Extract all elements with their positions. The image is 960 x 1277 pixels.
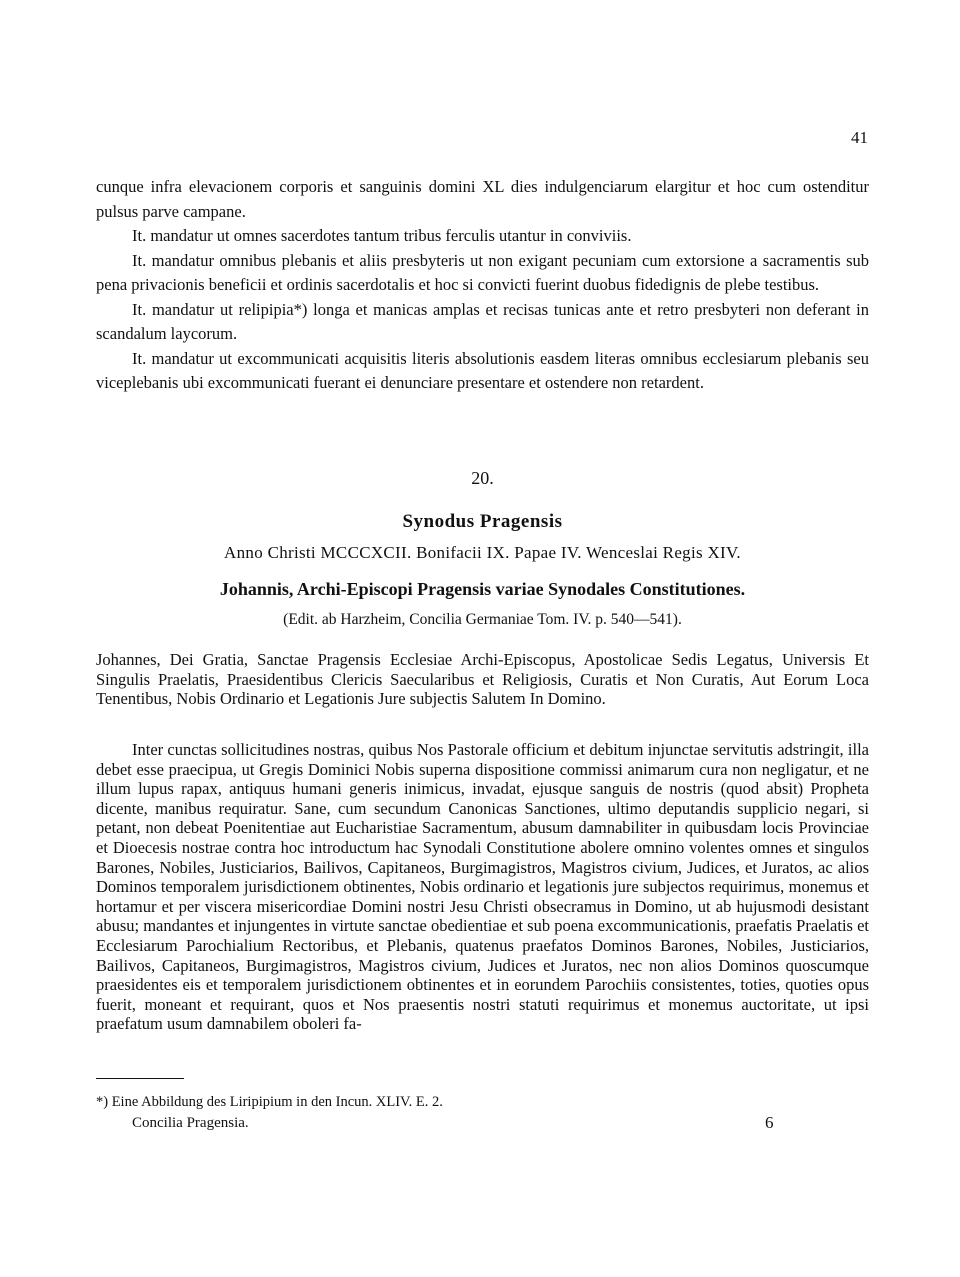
main-text [96,740,869,1034]
section-title: Synodus Pragensis [402,511,563,532]
section-number: 20. [471,468,494,488]
paragraph: It. mandatur ut omnes sacerdotes tantum tribus ferculis utantur in conviviis. [132,226,632,245]
section-subtitle: Johannis, Archi-Episcopi Pragensis variae Synodales Constitutiones. [219,579,746,599]
addressee-paragraph: Johannes, Dei Gratia, Sanctae Pragensis Ecclesiae Archi-Episcopus, Apostolicae Sedis Legatus, Universis Et Singulis Praelatis, Praesidentibus Clericis Saecularibus et Religiosis, Curatis et Non Curatis, Aut Eorum Loca Tenentibus, Nobis Ordinario et Legationis Jure subjectis Salutem In Domino. [96,650,869,708]
signature-number: 6 [765,1113,774,1132]
signature-label: Concilia Pragensia. [132,1115,249,1131]
paragraph: It. mandatur ut excommunicati acquisitis literis absolutionis easdem literas omnibus ecclesiarum plebanis seu viceplebanis ubi excommunicati fuerant ei denunciare presentare et ostendere non retardent. [96,348,869,392]
paragraph: cunque infra elevacionem corporis et sanguinis domini XL dies indulgenciarum elargitur et hoc cum ostenditur pulsus parve campane. [96,177,869,221]
edition-reference: (Edit. ab Harzheim, Concilia Germaniae Tom. IV. p. 540—541). [283,611,682,628]
footnote-divider [96,1078,184,1079]
paragraph: Inter cunctas sollicitudines nostras, quibus Nos Pastorale officium et debitum injunctae servitutis adstringit, illa debet esse praecipua, ut Gregis Dominici Nobis superna dispositione commissi animarum cura non negligatur, et ne illum lupus rapax, antiquus humani generis inimicus, invadat, ejusque sanguis de nostris (quod absit) Propheta dicente, manibus requiratur. Sane, cum secundum Canonicas Sanctiones, ultimo deputandis supplicio negari, si petant, non debeat Poenitentiae aut Eucharistiae Sacramentum, abusum damnabiliter in quibusdam locis Provinciae et Dioecesis nostrae contra hoc introductum hac Synodali Constitutione abolere omnino volentes omnes et singulos Barones, Nobiles, Justiciarios, Bailivos, Capitaneos, Burgimagistros, Magistros civium, Judices, et Juratos, ac alios Dominos temporalem jurisdictionem obtinentes, Nobis ordinario et legationis jure subjectos requirimus, monemus et hortamur et per viscera misericordiae Domini nostri Jesu Christi obsecramus in Domino, ut ab hujusmodi desistant abusu; mandantes et injungentes in virtute sanctae obedientiae et sub poena excommunicationis, praefatis Praelatis et Ecclesiarum Parochialium Rectoribus, et Plebanis, quatenus praefatos Dominos Barones, Nobiles, Justiciarios, Bailivos, Capitaneos, Burgimagistros, Magistros civium, Judices et Juratos, nec non alios Dominos quoscumque praesidentes eis et temporalem jurisdictionem obtinentes et in eorundem Parochiis consistentes, toties, quoties opus fuerit, moneant et requirant, quos et Nos praesentis nostri statuti requirimus et monemus auctoritate, ut ipsi praefatum usum damnabilem oboleri fa- [96,740,869,1034]
section-date-line: Anno Christi MCCCXCII. Bonifacii IX. Papae IV. Wenceslai Regis XIV. [224,543,741,562]
paragraph: It. mandatur ut relipipia*) longa et manicas amplas et recisas tunicas ante et retro presbyteri non deferant in scandalum laycorum. [96,299,869,343]
page-number: 41 [851,128,868,147]
top-paragraphs [96,175,869,396]
paragraph: It. mandatur omnibus plebanis et aliis presbyteris ut non exigant pecuniam cum extorsione a sacramentis sub pena privacionis beneficii et ordinis sacerdotalis et hoc si convicti fuerint duobus fidedignis de plebe testibus. [96,250,869,294]
footnote: *) Eine Abbildung des Liripipium in den Incun. XLIV. E. 2. [96,1094,443,1110]
